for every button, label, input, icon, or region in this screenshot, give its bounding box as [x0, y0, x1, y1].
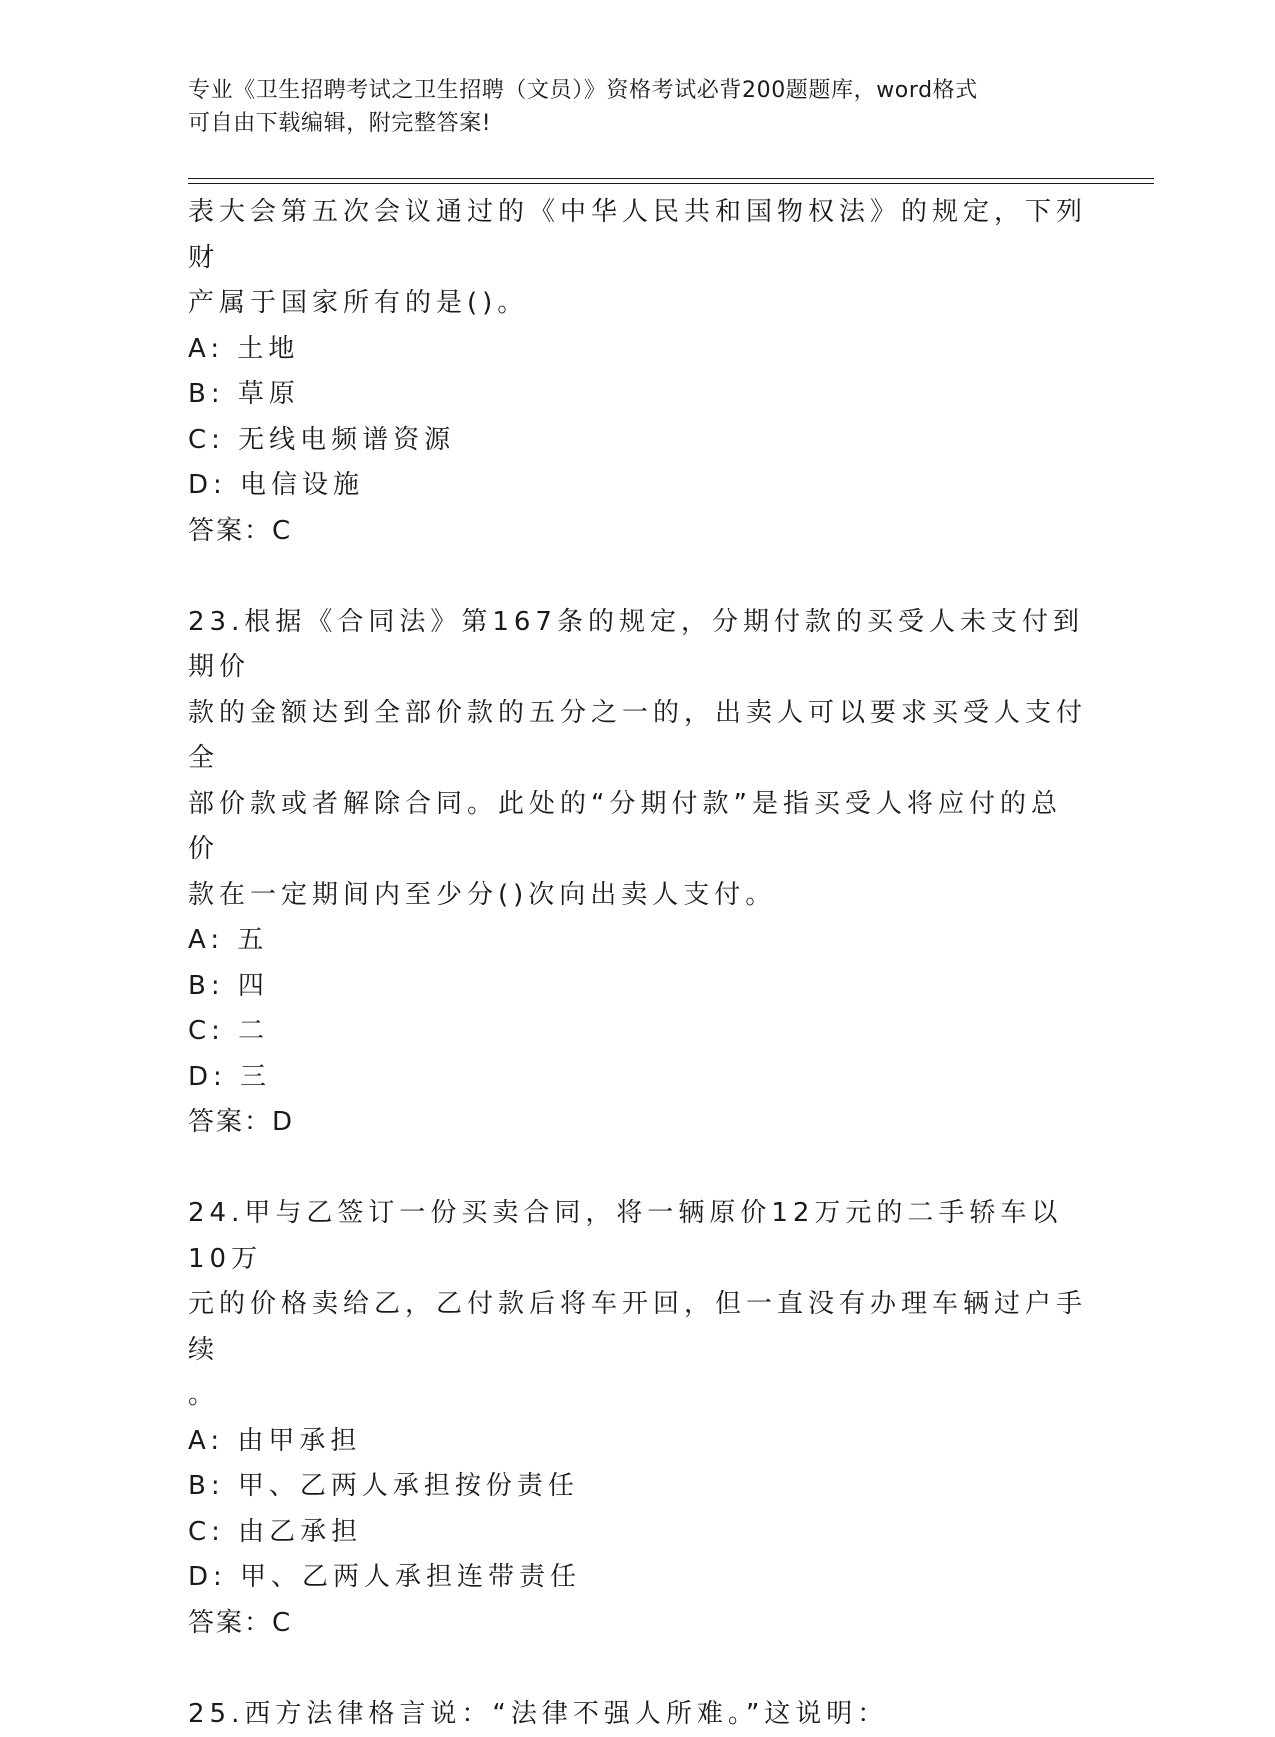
option-c: C: 由乙承担	[188, 1510, 1088, 1556]
question-stem-line: 25.西方法律格言说：“法律不强人所难。”这说明：	[188, 1692, 1088, 1737]
option-a: A: 五	[188, 918, 1088, 964]
question-23	[188, 600, 1088, 1146]
question-24	[188, 1191, 1088, 1646]
question-stem-line: 款在一定期间内至少分()次向出卖人支付。	[188, 873, 1088, 919]
document-body	[188, 190, 1088, 1737]
option-b: B: 甲、乙两人承担按份责任	[188, 1464, 1088, 1510]
spacer	[188, 1146, 1088, 1192]
option-b: B: 草原	[188, 372, 1088, 418]
option-c: C: 二	[188, 1009, 1088, 1055]
question-stem-line: 23.根据《合同法》第167条的规定，分期付款的买受人未支付到期价	[188, 600, 1088, 691]
option-d: D: 甲、乙两人承担连带责任	[188, 1555, 1088, 1601]
document-header	[188, 74, 1088, 140]
option-c: C: 无线电频谱资源	[188, 418, 1088, 464]
option-d: D: 三	[188, 1055, 1088, 1101]
answer: 答案：C	[188, 1601, 1088, 1647]
question-stem-line: 。	[188, 1373, 1088, 1419]
header-line-2: 可自由下载编辑，附完整答案!	[188, 107, 1088, 140]
answer: 答案：D	[188, 1100, 1088, 1146]
question-stem-line: 款的金额达到全部价款的五分之一的，出卖人可以要求买受人支付全	[188, 691, 1088, 782]
header-divider-top	[188, 178, 1154, 179]
header-divider-bottom	[188, 183, 1154, 184]
question-stem-line: 表大会第五次会议通过的《中华人民共和国物权法》的规定，下列财	[188, 190, 1088, 281]
question-stem-line: 部价款或者解除合同。此处的“分期付款”是指买受人将应付的总价	[188, 782, 1088, 873]
header-line-1: 专业《卫生招聘考试之卫生招聘（文员）》资格考试必背200题题库，word格式	[188, 74, 1088, 107]
answer: 答案：C	[188, 509, 1088, 555]
option-d: D: 电信设施	[188, 463, 1088, 509]
question-stem-line: 24.甲与乙签订一份买卖合同，将一辆原价12万元的二手轿车以10万	[188, 1191, 1088, 1282]
option-b: B: 四	[188, 964, 1088, 1010]
spacer	[188, 1646, 1088, 1692]
question-stem-line: 产属于国家所有的是()。	[188, 281, 1088, 327]
option-a: A: 土地	[188, 327, 1088, 373]
question-25	[188, 1692, 1088, 1737]
question-22	[188, 190, 1088, 554]
option-a: A: 由甲承担	[188, 1419, 1088, 1465]
question-stem-line: 元的价格卖给乙，乙付款后将车开回，但一直没有办理车辆过户手续	[188, 1282, 1088, 1373]
spacer	[188, 554, 1088, 600]
